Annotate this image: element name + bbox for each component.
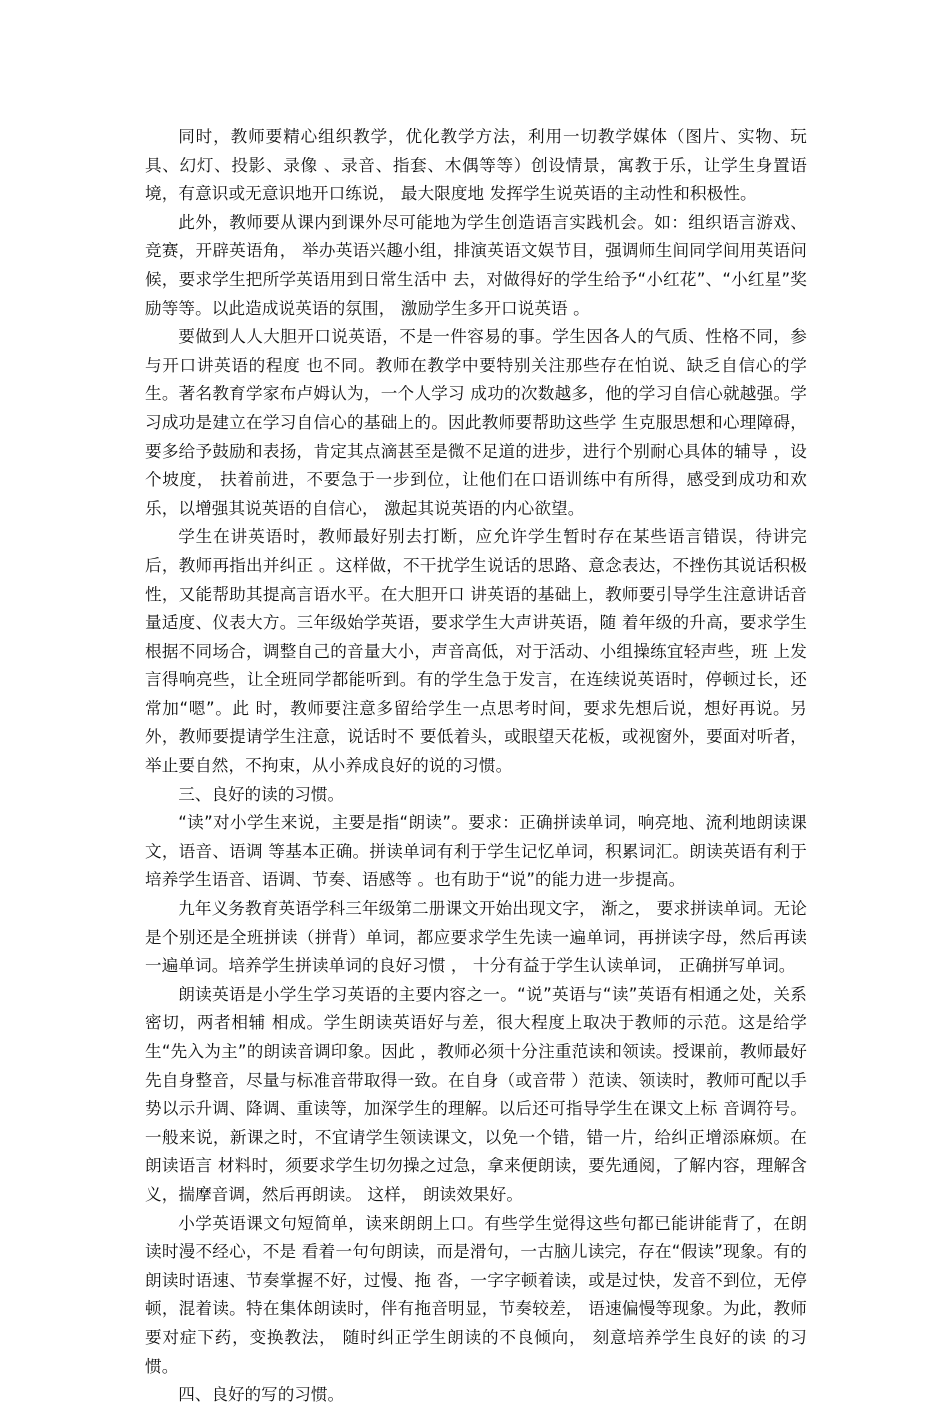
paragraph-6: 九年义务教育英语学科三年级第二册课文开始出现文字， 渐之， 要求拼读单词。无论是个别还是全班拼读（拼背）单词，都应要求学生先读一遍单词，再拼读字母，然后再读一遍单词。培养学生拼读单词的良好习惯 ， 十分有益于学生认读单词， 正确拼写单词。 bbox=[145, 899, 807, 976]
paragraph-8: 小学英语课文句短简单，读来朗朗上口。有些学生觉得这些句都已能讲能背了，在朗读时漫不经心，不是 看着一句句朗读，而是滑句，一古脑儿读完，存在“假读”现象。有的朗读时语速、节奏掌握不好，过慢、拖 沓，一字字顿着读，或是过快，发音不到位，无停顿，混着读。特在集体朗读时，伴有拖音明显，节奏较差， 语速偏慢等现象。为此，教师要对症下药，变换教法， 随时纠正学生朗读的不良倾向， 刻意培养学生良好的读 的习惯。 bbox=[145, 1213, 807, 1376]
document-body bbox=[145, 123, 807, 1410]
paragraph-7: 朗读英语是小学生学习英语的主要内容之一。“说”英语与“读”英语有相通之处，关系密切，两者相辅 相成。学生朗读英语好与差，很大程度上取决于教师的示范。这是给学生“先入为主”的朗读音调印象。因此 ，教师必须十分注重范读和领读。授课前，教师最好先自身整音，尽量与标准音带取得一致。在自身（或音带 ）范读、领读时，教师可配以手势以示升调、降调、重读等，加深学生的理解。以后还可指导学生在课文上标 音调符号。一般来说，新课之时，不宜请学生领读课文，以免一个错，错一片，给纠正增添麻烦。在朗读语言 材料时，须要求学生切勿操之过急，拿来便朗读，要先通阅，了解内容，理解含义，揣摩音调，然后再朗读。 这样， 朗读效果好。 bbox=[145, 984, 807, 1204]
paragraph-1: 同时，教师要精心组织教学，优化教学方法，利用一切教学媒体（图片、实物、玩具、幻灯、投影、录像 、录音、指套、木偶等等）创设情景，寓教于乐，让学生身置语境，有意识或无意识地开口练说， 最大限度地 发挥学生说英语的主动性和积极性。 bbox=[145, 127, 807, 204]
paragraph-4: 学生在讲英语时，教师最好别去打断，应允许学生暂时存在某些语言错误，待讲完后，教师再指出并纠正 。这样做，不干扰学生说话的思路、意念表达，不挫伤其说话积极性，又能帮助其提高言语水平。在大胆开口 讲英语的基础上，教师要引导学生注意讲话音量适度、仪表大方。三年级始学英语，要求学生大声讲英语，随 着年级的升高，要求学生根据不同场合，调整自己的音量大小，声音高低，对于活动、小组操练宜轻声些，班 上发言得响亮些，让全班同学都能听到。有的学生急于发言，在连续说英语时，停顿过长，还常加“嗯”。此 时，教师要注意多留给学生一点思考时间，要求先想后说，想好再说。另外，教师要提请学生注意，说话时不 要低着头，或眼望天花板，或视窗外，要面对听者，举止要自然，不拘束，从小养成良好的说的习惯。 bbox=[145, 527, 807, 776]
paragraph-5: “读”对小学生来说，主要是指“朗读”。要求：正确拼读单词，响亮地、流利地朗读课文，语音、语调 等基本正确。拼读单词有利于学生记忆单词，积累词汇。朗读英语有利于培养学生语音、语调、节奏、语感等 。也有助于“说”的能力进一步提高。 bbox=[145, 813, 807, 890]
paragraph-3: 要做到人人大胆开口说英语，不是一件容易的事。学生因各人的气质、性格不同，参与开口讲英语的程度 也不同。教师在教学中要特别关注那些存在怕说、缺乏自信心的学生。著名教育学家布卢姆认为，一个人学习 成功的次数越多，他的学习自信心就越强。学习成功是建立在学习自信心的基础上的。因此教师要帮助这些学 生克服思想和心理障碍，要多给予鼓励和表扬，肯定其点滴甚至是微不足道的进步，进行个别耐心具体的辅导 ，设个坡度， 扶着前进，不要急于一步到位，让他们在口语训练中有所得，感受到成功和欢乐，以增强其说英语的自信心， 激起其说英语的内心欲望。 bbox=[145, 327, 807, 518]
section-heading-3: 三、良好的读的习惯。 bbox=[178, 784, 345, 804]
paragraph-2: 此外，教师要从课内到课外尽可能地为学生创造语言实践机会。如：组织语言游戏、竞赛，开辟英语角， 举办英语兴趣小组，排演英语文娱节目，强调师生间同学间用英语问候，要求学生把所学英语用到日常生活中 去，对做得好的学生给予“小红花”、“小红星”奖励等等。以此造成说英语的氛围， 激励学生多开口说英语 。 bbox=[145, 212, 807, 318]
section-heading-4: 四、良好的写的习惯。 bbox=[178, 1385, 345, 1405]
